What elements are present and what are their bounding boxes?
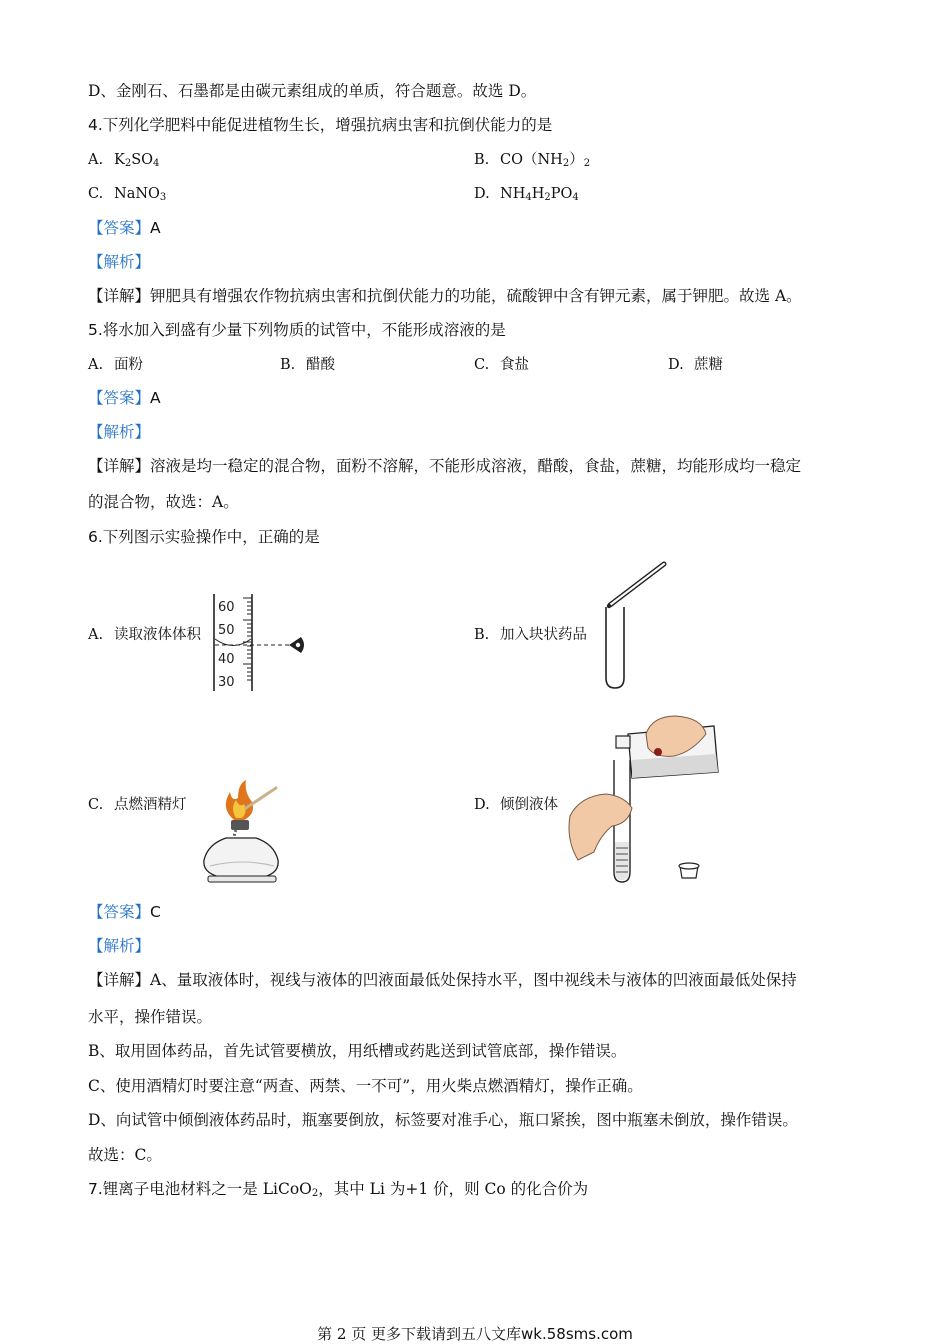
q6-number: 6. xyxy=(88,528,103,546)
q4-option-c: C. NaNO$_3$ xyxy=(88,186,167,203)
graduated-cylinder-figure xyxy=(205,590,315,694)
page-footer xyxy=(0,1323,950,1344)
q5-number: 5. xyxy=(88,321,103,339)
q6-conclusion: 故选：C。 xyxy=(88,1146,162,1164)
q4-stem xyxy=(88,114,552,136)
q4-number: 4. xyxy=(88,116,103,134)
q6-stem: 6.下列图示实验操作中，正确的是 xyxy=(88,528,320,546)
q5-option-d: D. 蔗糖 xyxy=(668,357,723,373)
bottle-stopper-icon xyxy=(679,863,699,878)
page-number: 第 2 页 xyxy=(317,1325,367,1343)
q6-detail-b: B、取用固体药品，首先试管要横放，用纸槽或药匙送到试管底部，操作错误。 xyxy=(88,1042,627,1060)
alcohol-lamp-figure xyxy=(198,778,288,886)
q6-option-b: B. 加入块状药品 xyxy=(474,627,587,643)
eye-icon xyxy=(289,637,304,653)
q6-detail-line2: 水平，操作错误。 xyxy=(88,1008,213,1026)
q7-stem: 7.锂离子电池材料之一是 LiCoO$_2$，其中 Li 为+1 价，则 Co 的化合价为 xyxy=(88,1180,589,1199)
q5-answer: 【答案】A xyxy=(88,389,161,407)
test-tube-figure xyxy=(596,556,676,694)
q4-option-d: D. $NH_4H_2PO_4$ xyxy=(474,186,579,203)
q5-detail-line2: 的混合物，故选：A。 xyxy=(88,493,239,511)
q7-number: 7. xyxy=(88,1180,103,1198)
match-icon xyxy=(246,788,276,808)
cylinder-tick-30: 30 xyxy=(218,675,235,690)
cylinder-tick-40: 40 xyxy=(218,652,235,667)
q6-detail-line1: 【详解】A、量取液体时，视线与液体的凹液面最低处保持水平，图中视线未与液体的凹液面最低处保持 xyxy=(88,971,797,989)
q5-option-b: B. 醋酸 xyxy=(280,357,335,373)
q6-option-d: D. 倾倒液体 xyxy=(474,797,558,813)
q4-detail: 【详解】钾肥具有增强农作物抗病虫害和抗倒伏能力的功能，硫酸钾中含有钾元素，属于钾肥。故选 A。 xyxy=(88,287,802,305)
flame-icon xyxy=(226,780,253,820)
dropper-icon xyxy=(607,564,664,608)
pouring-liquid-figure xyxy=(566,712,726,890)
q4-option-a: A. $K_2SO_4$ xyxy=(88,152,160,169)
q4-analysis-heading: 【解析】 xyxy=(88,253,151,271)
q5-stem: 5.将水加入到盛有少量下列物质的试管中，不能形成溶液的是 xyxy=(88,321,506,339)
q6-detail-d: D、向试管中倾倒液体药品时，瓶塞要倒放，标签要对准手心，瓶口紧挨，图中瓶塞未倒放，操作错误。 xyxy=(88,1111,798,1129)
q4-answer: 【答案】A xyxy=(88,219,161,237)
cylinder-tick-50: 50 xyxy=(218,623,235,638)
q6-option-a: A. 读取液体体积 xyxy=(88,627,201,643)
cylinder-tick-60: 60 xyxy=(218,600,235,615)
q6-answer: 【答案】C xyxy=(88,903,161,921)
q3-option-d-explanation: D、金刚石、石墨都是由碳元素组成的单质，符合题意。故选 D。 xyxy=(88,82,537,100)
q4-option-b: B. $CO(NH_2)_2$ xyxy=(474,152,591,169)
q5-option-c: C. 食盐 xyxy=(474,357,529,373)
q4-stem-text: 下列化学肥料中能促进植物生长，增强抗病虫害和抗倒伏能力的是 xyxy=(102,116,553,134)
footer-download-text: 更多下载请到五八文库 xyxy=(371,1325,522,1343)
footer-site-link[interactable]: wk.58sms.com xyxy=(521,1325,633,1343)
q5-analysis-heading: 【解析】 xyxy=(88,423,151,441)
q5-option-a: A. 面粉 xyxy=(88,357,143,373)
q6-analysis-heading: 【解析】 xyxy=(88,937,151,955)
q6-detail-c: C、使用酒精灯时要注意“两查、两禁、一不可”，用火柴点燃酒精灯，操作正确。 xyxy=(88,1077,643,1095)
q6-option-c: C. 点燃酒精灯 xyxy=(88,797,187,813)
q5-detail-line1: 【详解】溶液是均一稳定的混合物，面粉不溶解，不能形成溶液，醋酸，食盐，蔗糖，均能形成均一稳定 xyxy=(88,457,802,475)
